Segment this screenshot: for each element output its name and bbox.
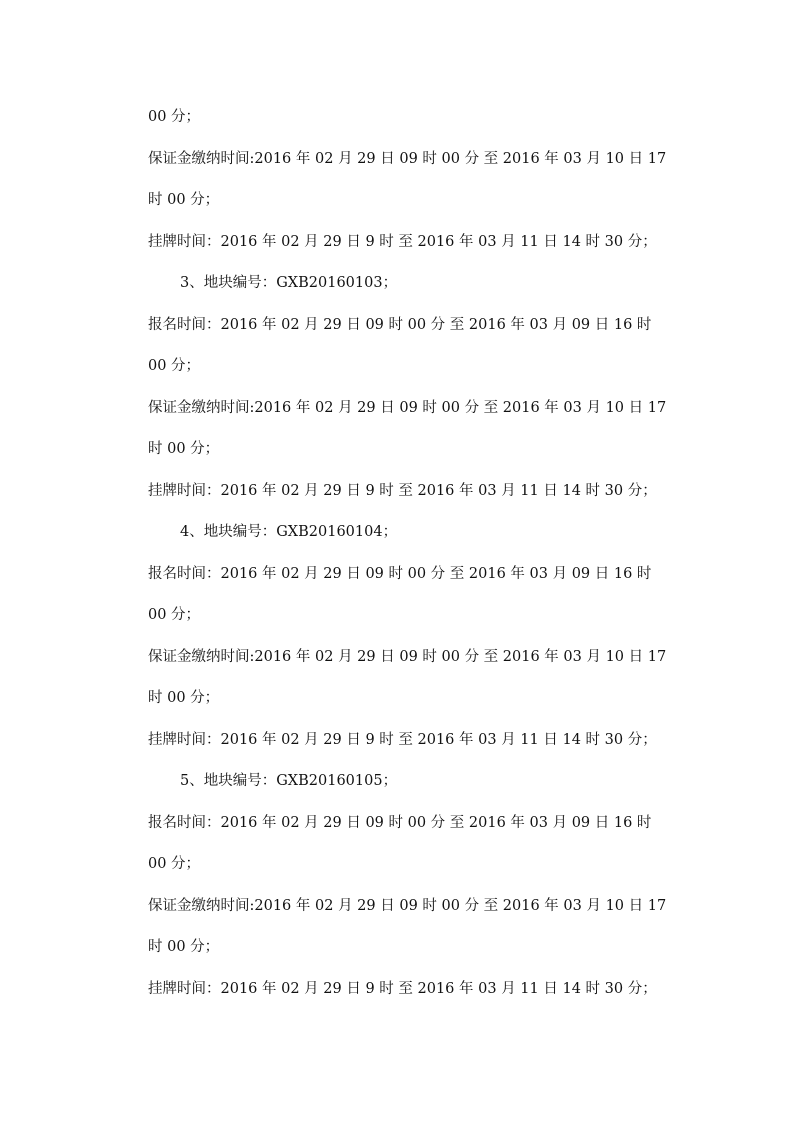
text-line: 时 00 分； <box>148 690 220 706</box>
text-line: 00 分； <box>148 607 201 623</box>
text-line: 挂牌时间：2016 年 02 月 29 日 9 时 至 2016 年 03 月 11 日 14 时 30 分； <box>148 483 657 499</box>
text-line: 保证金缴纳时间:2016 年 02 月 29 日 09 时 00 分 至 2016 年 03 月 10 日 17 <box>148 898 667 914</box>
text-line: 00 分； <box>148 856 201 872</box>
text-line: 挂牌时间：2016 年 02 月 29 日 9 时 至 2016 年 03 月 11 日 14 时 30 分； <box>148 234 657 250</box>
text-line: 报名时间：2016 年 02 月 29 日 09 时 00 分 至 2016 年 03 月 09 日 16 时 <box>148 815 652 831</box>
text-line: 报名时间：2016 年 02 月 29 日 09 时 00 分 至 2016 年 03 月 09 日 16 时 <box>148 317 652 333</box>
text-line: 00 分； <box>148 109 201 125</box>
parcel-heading: 4、地块编号：GXB20160104； <box>180 524 398 540</box>
parcel-heading: 3、地块编号：GXB20160103； <box>180 275 398 291</box>
text-line: 时 00 分； <box>148 939 220 955</box>
text-line: 保证金缴纳时间:2016 年 02 月 29 日 09 时 00 分 至 2016 年 03 月 10 日 17 <box>148 151 667 167</box>
text-line: 保证金缴纳时间:2016 年 02 月 29 日 09 时 00 分 至 2016 年 03 月 10 日 17 <box>148 400 667 416</box>
text-line: 时 00 分； <box>148 441 220 457</box>
parcel-heading: 5、地块编号：GXB20160105； <box>180 773 398 789</box>
text-line: 保证金缴纳时间:2016 年 02 月 29 日 09 时 00 分 至 2016 年 03 月 10 日 17 <box>148 649 667 665</box>
text-line: 挂牌时间：2016 年 02 月 29 日 9 时 至 2016 年 03 月 11 日 14 时 30 分； <box>148 732 657 748</box>
text-line: 00 分； <box>148 358 201 374</box>
text-line: 挂牌时间：2016 年 02 月 29 日 9 时 至 2016 年 03 月 11 日 14 时 30 分； <box>148 981 657 997</box>
text-line: 报名时间：2016 年 02 月 29 日 09 时 00 分 至 2016 年 03 月 09 日 16 时 <box>148 566 652 582</box>
text-line: 时 00 分； <box>148 192 220 208</box>
